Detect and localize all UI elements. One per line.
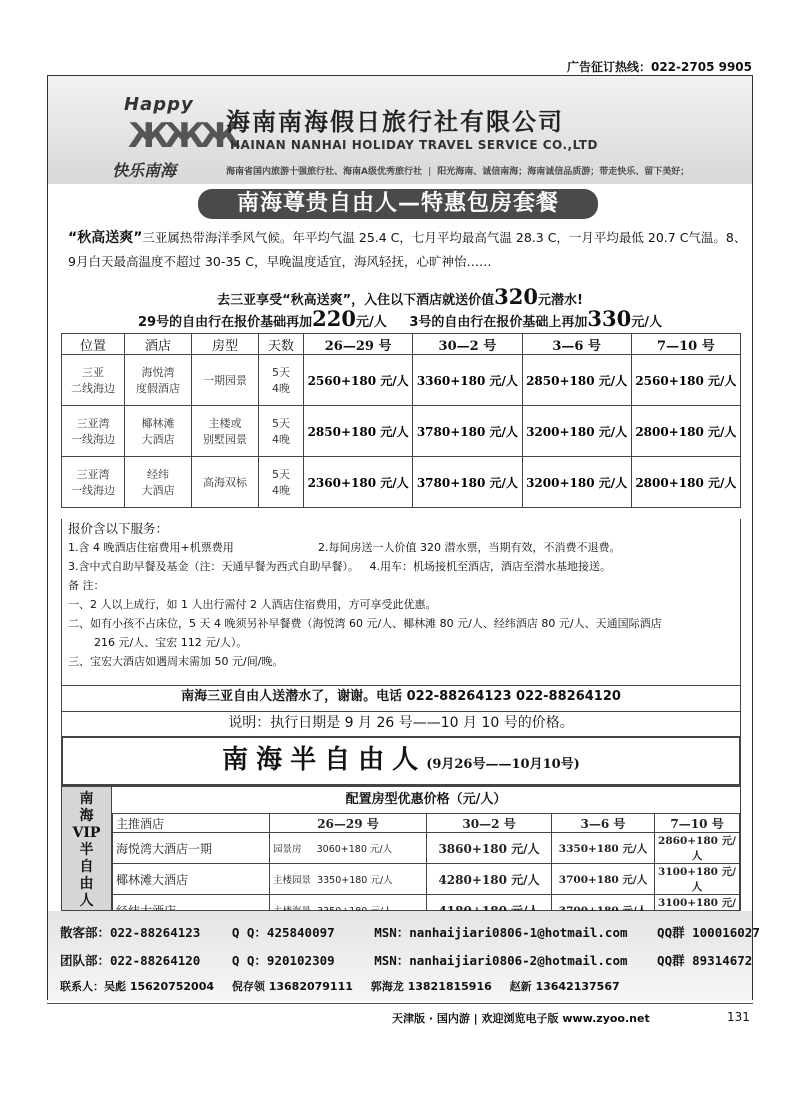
room-cell: 主楼或 别墅园景 — [192, 406, 259, 457]
footer-rule — [47, 1003, 753, 1004]
intro-paragraph — [68, 226, 748, 274]
services-row — [68, 538, 734, 557]
notes-title: 备 注： — [68, 579, 105, 592]
service-item: 1.含 4 晚酒店住宿费用+机票费用 — [68, 541, 234, 554]
price-cell: 3100+180 元/ — [655, 895, 740, 926]
retail-msn: MSN：nanhaijiari0806-1@hotmail.com — [374, 925, 628, 940]
edition-line: 天津版 · 国内游 | 欢迎浏览电子版 www.zyoo.net — [392, 1012, 650, 1025]
advertisement-frame — [47, 75, 760, 1000]
slogan-right: 阳光海南、诚信南海；海南诚信品质游；带走快乐、留下美好； — [437, 167, 690, 177]
price-cell: 3780+180 元/人 — [413, 406, 522, 457]
page-number: 131 — [727, 1010, 750, 1024]
group-qq: Q Q：920102309 — [231, 953, 335, 968]
price-cell: 3860+180 元/人 — [427, 833, 552, 864]
hotel-cell: 椰林滩 大酒店 — [125, 406, 192, 457]
room-type: 主楼园景 — [273, 875, 312, 886]
column-header: 主推酒店 — [113, 814, 270, 833]
company-logo — [106, 94, 236, 182]
group-contact-row — [60, 951, 752, 971]
price-cell: 3700+180 元/人 — [552, 864, 655, 895]
price-cell: 2360+180 元/人 — [304, 457, 413, 508]
price-cell: 3350+180 元/人 — [552, 833, 655, 864]
retail-phone: 散客部：022-88264123 — [60, 925, 201, 940]
location-cell: 三亚 二线海边 — [62, 355, 125, 406]
price-cell: 3780+180 元/人 — [413, 457, 522, 508]
hotel-cell: 海悦湾 度假酒店 — [125, 355, 192, 406]
vip-side-char: 人 — [79, 893, 94, 909]
vip-side-char: 南 — [79, 791, 94, 807]
retail-qq: Q Q：425840097 — [231, 925, 335, 940]
offer-value: 320 — [494, 284, 538, 309]
offer-line-2 — [48, 306, 752, 331]
column-header: 26—29 号 — [270, 814, 427, 833]
days-cell: 5天 4晚 — [259, 457, 304, 508]
price-cell: 3360+180 元/人 — [413, 355, 522, 406]
table-row — [62, 406, 741, 457]
offer-text: 29号的自由行在报价基础再加 — [138, 315, 313, 330]
semi-free-title — [61, 736, 741, 786]
service-item: 4.用车：机场接机至酒店，酒店至潜水基地接送。 — [369, 560, 611, 573]
company-slogan — [226, 164, 689, 177]
logo-brand-text: 快乐南海 — [112, 161, 177, 180]
note-item: 一、2 人以上成行，如 1 人出行需付 2 人酒店住宿费用，方可享受此优惠。 — [68, 598, 437, 611]
hotel-cell: 椰林滩大酒店 — [113, 864, 270, 895]
retail-contact-row — [60, 923, 760, 943]
table-row — [62, 355, 741, 406]
price-cell: 2560+180 元/人 — [304, 355, 413, 406]
price-cell: 3200+180 元/人 — [522, 457, 631, 508]
group-msn: MSN：nanhaijiari0806-2@hotmail.com — [374, 953, 628, 968]
column-header: 26—29 号 — [304, 334, 413, 355]
semi-free-dates: (9月26号——10月10号) — [426, 757, 580, 772]
contacts-label: 联系人： — [60, 980, 104, 993]
vip-heading: 配置房型优惠价格（元/人） — [112, 787, 740, 814]
price-cell: 2560+180 元/人 — [631, 355, 740, 406]
days-cell: 5天 4晚 — [259, 406, 304, 457]
services-row — [68, 557, 734, 576]
column-header: 位置 — [62, 334, 125, 355]
column-header: 3—6 号 — [552, 814, 655, 833]
vip-price-table — [112, 813, 740, 926]
retail-qq-group: QQ群 100016027 — [657, 925, 760, 940]
company-name-cn: 海南南海假日旅行社有限公司 — [226, 108, 564, 136]
table-row — [62, 457, 741, 508]
promo-banner: 南海尊贵自由人—特惠包房套餐 — [198, 189, 598, 219]
column-header: 30—2 号 — [413, 334, 522, 355]
price-cell: 2850+180 元/人 — [522, 355, 631, 406]
offer-text: 元潜水! — [538, 293, 583, 308]
room-price-cell — [270, 864, 427, 895]
column-header: 酒店 — [125, 334, 192, 355]
table-header-row — [113, 814, 740, 833]
slogan-divider: | — [427, 167, 432, 177]
ad-hotline: 广告征订热线：022-2705 9905 — [566, 60, 752, 74]
hotel-cell: 经纬 大酒店 — [125, 457, 192, 508]
offer-text: 元/人 — [631, 315, 662, 330]
page-footer — [0, 1010, 800, 1030]
contact-person: 倪存领 13682079111 — [231, 980, 353, 993]
contact-line: 南海三亚自由人送潜水了，谢谢。电话 022-88264123 022-88264120 — [61, 684, 741, 712]
contact-person: 赵新 13642137567 — [509, 980, 620, 993]
offer-value: 220 — [312, 306, 356, 331]
column-header: 天数 — [259, 334, 304, 355]
price-cell: 4280+180 元/人 — [427, 864, 552, 895]
execution-date-line: 说明：执行日期是 9 月 26 号——10 月 10 号的价格。 — [61, 711, 741, 737]
note-item-continued: 216 元/人、宝宏 112 元/人）。 — [94, 636, 248, 649]
days-cell: 5天 4晚 — [259, 355, 304, 406]
vip-side-char: 半 — [79, 842, 94, 858]
column-header: 7—10 号 — [655, 814, 740, 833]
contact-person: 吴彪 15620752004 — [104, 980, 215, 993]
service-item: 2.每间房送一人价值 320 潜水票，当期有效，不消费不退费。 — [318, 541, 621, 554]
note-item: 三、宝宏大酒店如遇周末需加 50 元/间/晚。 — [68, 655, 284, 668]
hotel-cell: 海悦湾大酒店一期 — [113, 833, 270, 864]
room-cell: 高海双标 — [192, 457, 259, 508]
intro-text: 三亚属热带海洋季风气候。年平均气温 25.4 C，七月平均最高气温 28.3 C，一月平均最低 20.7 C气温。8、9月白天最高温度不超过 30-35 C，早晚温度适宜，海风轻抚，心旷神怡…… — [68, 230, 747, 269]
table-header-row — [62, 334, 741, 355]
contacts-row — [60, 978, 620, 998]
column-header: 3—6 号 — [522, 334, 631, 355]
price: 3060+180 元/人 — [316, 844, 393, 855]
service-item: 3.含中式自助早餐及基金（注：天通早餐为西式自助早餐）。 — [68, 560, 359, 573]
price-cell: 2850+180 元/人 — [304, 406, 413, 457]
table-row — [113, 864, 740, 895]
column-header: 30—2 号 — [427, 814, 552, 833]
room-cell: 一期园景 — [192, 355, 259, 406]
group-qq-group: QQ群 89314672 — [657, 953, 753, 968]
vip-section — [61, 786, 741, 911]
slogan-left: 海南省国内旅游十强旅行社、海南A级优秀旅行社 — [226, 167, 422, 177]
room-price-cell — [270, 833, 427, 864]
contact-person: 郭海龙 13821815916 — [370, 980, 492, 993]
offer-text: 3号的自由行在报价基础上再加 — [409, 315, 588, 330]
semi-free-heading: 南海半自由人 — [222, 745, 427, 775]
intro-highlight: “秋高送爽” — [68, 230, 143, 246]
price-cell: 2800+180 元/人 — [631, 457, 740, 508]
price: 3350+180 元/人 — [317, 875, 393, 886]
price-cell: 2800+180 元/人 — [631, 406, 740, 457]
vip-side-char: 海 — [79, 808, 94, 824]
vip-side-char: 由 — [79, 876, 94, 892]
services-section — [61, 519, 741, 686]
company-name-en: HAINAN NANHAI HOLIDAY TRAVEL SERVICE CO.,LTD — [230, 138, 598, 152]
offer-text: 去三亚享受“秋高送爽”，入住以下酒店就送价值 — [217, 293, 495, 308]
price-table — [61, 333, 741, 508]
table-row — [113, 833, 740, 864]
vip-side-char: 自 — [79, 859, 94, 875]
offer-value: 330 — [587, 306, 632, 331]
services-title: 报价含以下服务： — [68, 521, 169, 536]
location-cell: 三亚湾 一线海边 — [62, 406, 125, 457]
column-header: 7—10 号 — [631, 334, 740, 355]
price-cell: 2860+180 元/人 — [655, 833, 740, 864]
column-header: 房型 — [192, 334, 259, 355]
offer-text: 元/人 — [355, 315, 387, 330]
logo-happy-text: Happy — [124, 94, 194, 115]
price-cell: 3200+180 元/人 — [522, 406, 631, 457]
room-type: 园景房 — [273, 844, 302, 855]
location-cell: 三亚湾 一线海边 — [62, 457, 125, 508]
company-header — [48, 76, 752, 184]
price-cell: 3100+180 元/人 — [655, 864, 740, 895]
note-item: 二、如有小孩不占床位，5 天 4 晚须另补早餐费（海悦湾 60 元/人、椰林滩 80 元/人、经纬酒店 80 元/人、天通国际酒店 — [68, 617, 662, 630]
group-phone: 团队部：022-88264120 — [60, 953, 201, 968]
vip-side-label — [62, 787, 112, 910]
people-icon: ЖЖЖ — [128, 116, 235, 156]
contact-footer — [48, 911, 760, 1001]
vip-side-char: VIP — [72, 825, 101, 841]
